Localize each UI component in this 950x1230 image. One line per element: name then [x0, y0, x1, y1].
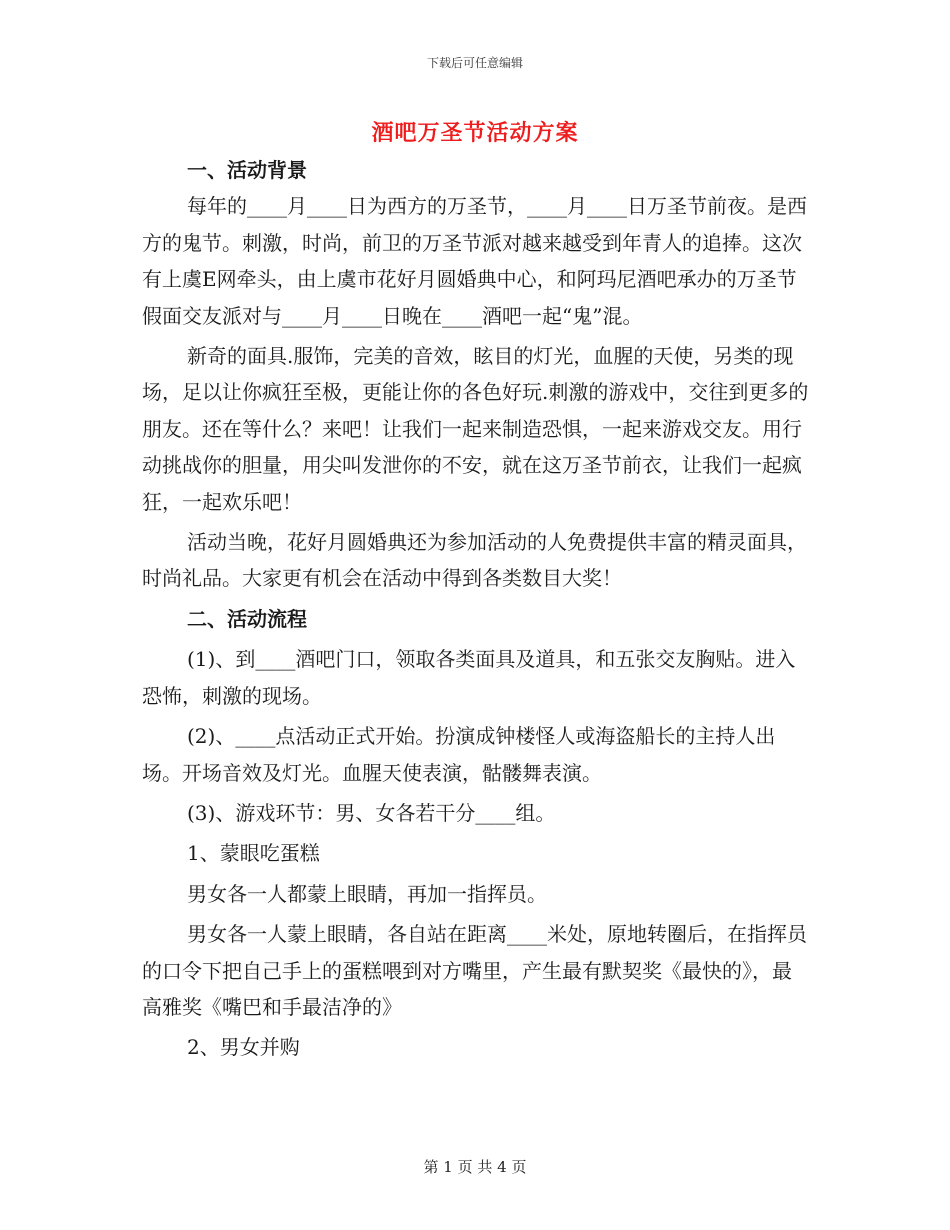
section-heading-process: 二、活动流程 — [187, 606, 307, 631]
game-1-line: 男女各一人都蒙上眼睛，再加一指挥员。 — [187, 881, 547, 906]
game-2-title: 2、男女并购 — [187, 1035, 300, 1060]
process-step-1: (1)、到____酒吧门口，领取各类面具及道具，和五张交友胸贴。进入恐怖，刺激的现场。 — [142, 647, 796, 708]
page-footer: 第 1 页 共 4 页 — [423, 1158, 527, 1176]
paragraph-atmosphere: 新奇的面具.服饰，完美的音效，眩目的灯光，血腥的天使，另类的现场，足以让你疯狂至极，更能让你的各色好玩.刺激的游戏中，交往到更多的朋友。还在等什么？来吧！让我们一起来制造恐惧，一起来游戏交友。用行动挑战你的胆量，用尖叫发泄你的不安，就在这万圣节前衣，让我们一起疯狂，一起欢乐吧！ — [142, 344, 809, 514]
document-body — [142, 152, 810, 1066]
section-heading-background: 一、活动背景 — [187, 158, 307, 182]
game-1-title: 1、蒙眼吃蛋糕 — [187, 841, 320, 866]
paragraph-gifts: 活动当晚，花好月圆婚典还为参加活动的人免费提供丰富的精灵面具，时尚礼品。大家更有机会在活动中得到各类数目大奖！ — [142, 530, 807, 591]
paragraph-background: 每年的____月____日为西方的万圣节，____月____日万圣节前夜。是西方的鬼节。刺激，时尚，前卫的万圣节派对越来越受到年青人的追捧。这次有上虞E网牵头，由上虞市花好月圆婚典中心，和阿玛尼酒吧承办的万圣节假面交友派对与____月____日晚在____酒吧一起“鬼”混。 — [142, 194, 807, 328]
process-step-3: (3)、游戏环节：男、女各若干分____组。 — [187, 800, 556, 825]
game-1-rules: 男女各一人蒙上眼睛，各自站在距离____米处，原地转圈后，在指挥员的口令下把自己手上的蛋糕喂到对方嘴里，产生最有默契奖《最快的》，最高雅奖《嘴巴和手最洁净的》 — [142, 922, 807, 1019]
process-step-2: (2)、____点活动正式开始。扮演成钟楼怪人或海盗船长的主持人出场。开场音效及灯光。血腥天使表演，骷髅舞表演。 — [142, 724, 776, 785]
document-title: 酒吧万圣节活动方案 — [371, 120, 579, 146]
page-header: 下载后可任意编辑 — [426, 56, 523, 70]
